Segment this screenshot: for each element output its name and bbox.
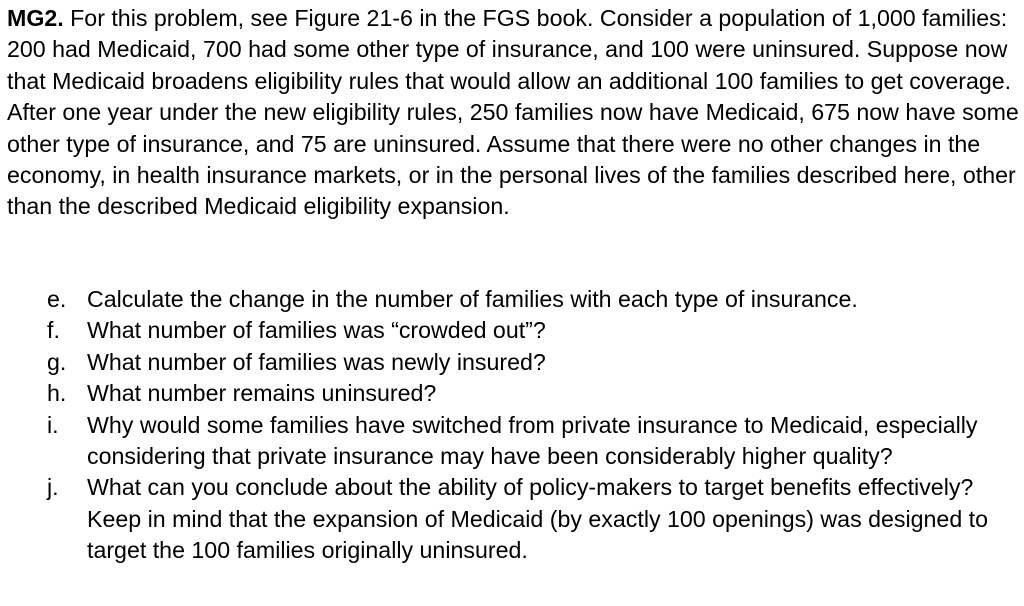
question-text: What number remains uninsured?	[87, 380, 437, 407]
problem-intro	[7, 3, 1021, 223]
question-letter: f.	[47, 317, 60, 344]
question-item-j	[7, 472, 1021, 566]
question-item-f	[7, 315, 1021, 346]
question-letter: e.	[47, 286, 67, 312]
question-item-i	[7, 410, 1021, 473]
question-item-h	[7, 378, 1021, 409]
question-letter: i.	[47, 411, 59, 438]
problem-label: MG2.	[7, 5, 64, 31]
question-text: What can you conclude about the ability of policy-makers to target benefits effectively? Keep in mind that the expansion of Medicaid (by exactly 100 openings) was designed to target the 100 families originally uninsured.	[87, 474, 989, 564]
problem-text: For this problem, see Figure 21-6 in the FGS book. Consider a population of 1,000 families: 200 had Medicaid, 700 had some other type of insurance, and 100 were uninsured. Suppose now that Medicaid broadens eligibility rules that would allow an additional 100 families to get coverage. After one year under the new eligibility rules, 250 families now have Medicaid, 675 now have some other type of insurance, and 75 are uninsured. Assume that there were no other changes in the economy, in health insurance markets, or in the personal lives of the families described here, other than the described Medicaid eligibility expansion.	[7, 5, 1019, 220]
question-text: Calculate the change in the number of families with each type of insurance.	[87, 286, 858, 312]
question-letter: h.	[47, 380, 67, 407]
question-text: What number of families was “crowded out”?	[87, 317, 546, 344]
question-item-g	[7, 347, 1021, 378]
question-item-e	[7, 284, 1021, 315]
question-text: What number of families was newly insured?	[87, 348, 546, 375]
question-letter: g.	[47, 348, 67, 375]
question-text: Why would some families have switched from private insurance to Medicaid, especially considering that private insurance may have been considerably higher quality?	[87, 411, 978, 470]
question-letter: j.	[47, 474, 59, 501]
question-list	[7, 284, 1021, 567]
problem-document	[7, 3, 1021, 564]
